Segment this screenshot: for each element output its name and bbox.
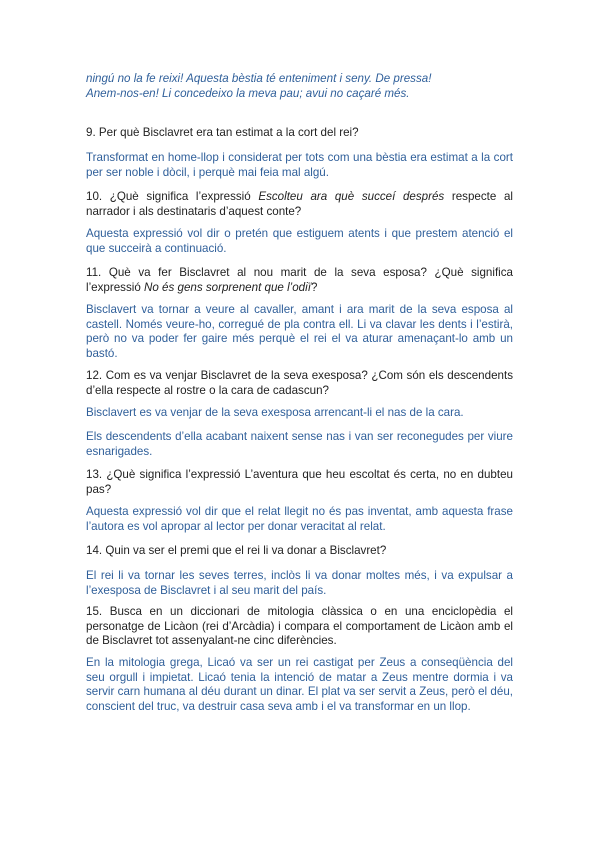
question-15: 15. Busca en un diccionari de mitologia clàssica o en una enciclopèdia el personatge de Licàon (rei d’Arcàdia) i compara el comportament de Licàon amb el de Bisclavret tot assenyalant-ne cinc diferències. [86, 605, 513, 648]
answer-9: Transformat en home-llop i considerat per tots com una bèstia era estimat a la cort per ser noble i dòcil, i perquè mai feia mal algú. [86, 151, 513, 179]
question-11 [86, 266, 513, 295]
answer-14: El rei li va tornar les seves terres, inclòs li va donar moltes més, i va expulsar a l’exesposa de Bisclavret i al seu marit del país. [86, 569, 513, 597]
intro-answer-line-2: Anem-nos-en! Li concedeixo la meva pau; avui no caçaré més. [86, 86, 410, 100]
answer-12a: Bisclavert es va venjar de la seva exesposa arrencant-li el nas de la cara. [86, 406, 464, 419]
question-10 [86, 190, 513, 219]
question-11-quote: No és gens sorprenent que l’odiï [144, 280, 311, 294]
question-11-text-end: ? [310, 280, 318, 294]
answer-12b: Els descendents d’ella acabant naixent sense nas i van ser reconegudes per viure esnarigades. [86, 430, 513, 458]
intro-answer-line-1: ningú no la fe reixi! Aquesta bèstia té enteniment i seny. De pressa! [86, 72, 432, 85]
question-12: 12. Com es va venjar Bisclavret de la seva exesposa? ¿Com són els descendents d’ella respecte al rostre o la cara de cadascun? [86, 369, 513, 397]
question-10-quote: Escolteu ara què succeí després [258, 190, 445, 203]
question-11-text: 11. Què va fer Bisclavret al nou marit de la seva esposa? ¿Què significa l’expressió [86, 266, 513, 294]
intro-answer [86, 72, 513, 101]
answer-10: Aquesta expressió vol dir o pretén que estiguem atents i que prestem atenció el que succeirà a continuació. [86, 227, 513, 255]
question-9: 9. Per què Bisclavret era tan estimat a la cort del rei? [86, 126, 359, 139]
question-10-text-end: respecte al narrador i als destinataris d’aquest conte? [86, 190, 514, 218]
answer-11: Bisclavert va tornar a veure al cavaller, amant i ara marit de la seva esposa al castell. Només veure-ho, corregué de pla contra ell. Li va clavar les dents i l’estirà, però no va poder fer gaire més perquè el rei el va aturar amenaçant-lo amb un bastó. [86, 303, 513, 360]
answer-15: En la mitologia grega, Licaó va ser un rei castigat per Zeus a conseqüència del seu orgull i impietat. Licaó tenia la intenció de matar a Zeus mentre dormia i va servir carn humana al déu durant un dinar. El plat va ser servit a Zeus, però el déu, conscient del truc, va destruir casa seva amb i el va transformar en un llop. [86, 656, 513, 713]
question-13: 13. ¿Què significa l’expressió L’aventura que heu escoltat és certa, no en dubteu pas? [86, 468, 513, 496]
answer-13: Aquesta expressió vol dir que el relat llegit no és pas inventat, amb aquesta frase l’autora es vol apropar al lector per donar veracitat al relat. [86, 505, 513, 533]
question-10-text: 10. ¿Què significa l’expressió [86, 190, 259, 203]
question-14: 14. Quin va ser el premi que el rei li va donar a Bisclavret? [86, 544, 387, 557]
